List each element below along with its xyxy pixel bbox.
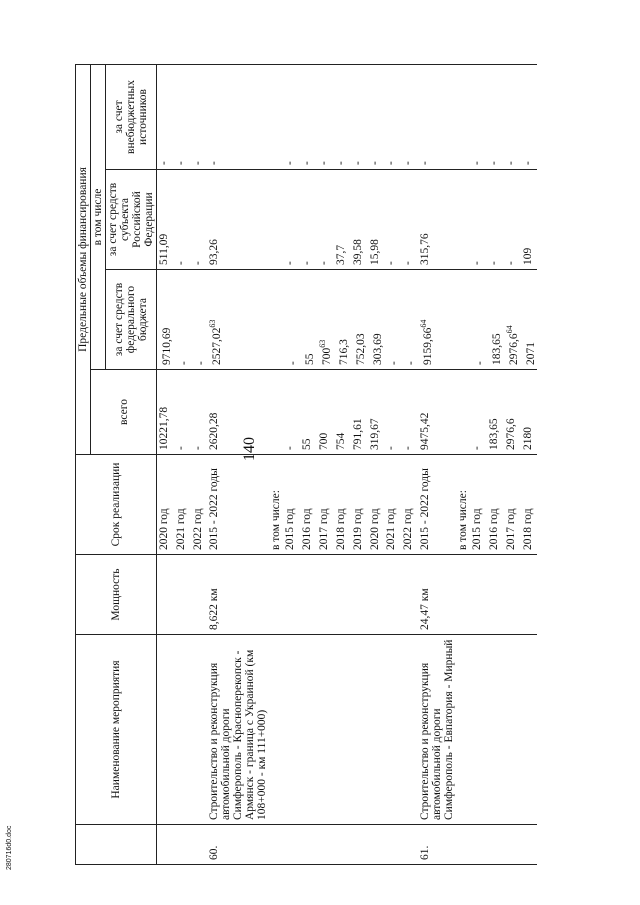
- row-number: [487, 825, 504, 865]
- row-number: [191, 825, 208, 865]
- row-subject: -: [283, 170, 300, 270]
- row-federal: -: [174, 270, 191, 370]
- row-period: 2017 год: [504, 455, 521, 555]
- row-number: [521, 825, 538, 865]
- row-total: -: [283, 370, 300, 455]
- row-period: 2020 год: [157, 455, 174, 555]
- row-capacity: [317, 555, 334, 635]
- row-extra: -: [351, 65, 368, 170]
- table-row: [456, 65, 470, 865]
- row-period: в том числе:: [456, 455, 470, 555]
- row-total: 2976,6: [504, 370, 521, 455]
- row-number: [401, 825, 418, 865]
- table-row: [157, 65, 174, 865]
- row-period: 2022 год: [401, 455, 418, 555]
- row-subject: -: [401, 170, 418, 270]
- row-period: 2018 год: [334, 455, 351, 555]
- row-federal: [269, 270, 283, 370]
- row-capacity: [521, 555, 538, 635]
- row-extra: -: [283, 65, 300, 170]
- table-row: [487, 65, 504, 865]
- row-capacity: [300, 555, 317, 635]
- footnote-ref: 64: [419, 319, 429, 328]
- row-number: [300, 825, 317, 865]
- header-capacity: Мощность: [76, 555, 157, 635]
- header-name: Наименование мероприятия: [76, 635, 157, 825]
- row-extra: [456, 65, 470, 170]
- row-capacity: [470, 555, 487, 635]
- row-period: 2019 год: [351, 455, 368, 555]
- row-name: [157, 635, 174, 825]
- row-period: 2017 год: [317, 455, 334, 555]
- row-extra: -: [191, 65, 208, 170]
- row-federal: -: [401, 270, 418, 370]
- row-subject: [269, 170, 283, 270]
- row-subject: 109: [521, 170, 538, 270]
- row-capacity: [384, 555, 401, 635]
- row-period: 2015 - 2022 годы: [207, 455, 269, 555]
- row-capacity: [456, 555, 470, 635]
- row-name: [521, 635, 538, 825]
- row-number: [351, 825, 368, 865]
- row-period: в том числе:: [269, 455, 283, 555]
- table-row: [418, 65, 456, 865]
- row-capacity: [174, 555, 191, 635]
- row-number: [384, 825, 401, 865]
- header-including: в том числе: [91, 65, 106, 370]
- row-subject: -: [487, 170, 504, 270]
- row-name: [351, 635, 368, 825]
- row-name: Строительство и реконструкция автомобильной дороги Симферополь - Евпатория - Мирный: [418, 635, 456, 825]
- table-body: [157, 65, 538, 865]
- row-period: 2018 год: [521, 455, 538, 555]
- row-extra: -: [384, 65, 401, 170]
- row-federal: [456, 270, 470, 370]
- row-name: [487, 635, 504, 825]
- row-period: 2016 год: [487, 455, 504, 555]
- row-federal: 303,69: [368, 270, 385, 370]
- row-total: 183,65: [487, 370, 504, 455]
- row-federal: -: [384, 270, 401, 370]
- header-federal: за счет средств федерального бюджета: [106, 270, 157, 370]
- row-period: 2022 год: [191, 455, 208, 555]
- table-row: [368, 65, 385, 865]
- row-capacity: [368, 555, 385, 635]
- row-period: 2021 год: [384, 455, 401, 555]
- row-extra: -: [300, 65, 317, 170]
- row-name: Строительство и реконструкция автомобильной дороги Симферополь - Красноперекопск - Армянск - граница с Украиной (км 108+000 - км 111+000): [207, 635, 269, 825]
- table-row: [207, 65, 269, 865]
- row-subject: -: [504, 170, 521, 270]
- row-capacity: [191, 555, 208, 635]
- row-total: 319,67: [368, 370, 385, 455]
- row-number: 61.: [418, 825, 456, 865]
- table-row: [521, 65, 538, 865]
- row-federal: 9159,66$^{64}$: [418, 270, 456, 370]
- table-row: [351, 65, 368, 865]
- row-extra: [269, 65, 283, 170]
- row-federal: 752,03: [351, 270, 368, 370]
- row-federal: 2071: [521, 270, 538, 370]
- row-period: 2016 год: [300, 455, 317, 555]
- row-capacity: [487, 555, 504, 635]
- table-row: [191, 65, 208, 865]
- row-total: 55: [300, 370, 317, 455]
- header-limits: Предельные объемы финансирования: [76, 65, 91, 455]
- row-extra: -: [487, 65, 504, 170]
- row-name: [384, 635, 401, 825]
- row-subject: -: [300, 170, 317, 270]
- row-name: [317, 635, 334, 825]
- table-row: [401, 65, 418, 865]
- page-number: 140: [241, 437, 258, 461]
- row-total: [269, 370, 283, 455]
- row-extra: -: [368, 65, 385, 170]
- row-total: 791,61: [351, 370, 368, 455]
- row-total: -: [174, 370, 191, 455]
- row-capacity: 24,47 км: [418, 555, 456, 635]
- row-federal: 183,65: [487, 270, 504, 370]
- row-name: [300, 635, 317, 825]
- row-subject: -: [470, 170, 487, 270]
- table-row: [283, 65, 300, 865]
- row-name: [470, 635, 487, 825]
- row-federal: 2527,02$^{63}$: [207, 270, 269, 370]
- footnote-ref: 64: [504, 325, 514, 334]
- table-row: [174, 65, 191, 865]
- row-capacity: [157, 555, 174, 635]
- row-number: [368, 825, 385, 865]
- footnote-ref: 63: [208, 319, 218, 328]
- row-subject: 15,98: [368, 170, 385, 270]
- row-period: 2020 год: [368, 455, 385, 555]
- row-subject: 315,76: [418, 170, 456, 270]
- row-subject: -: [317, 170, 334, 270]
- row-federal: -: [470, 270, 487, 370]
- footnote-ref: 63: [318, 339, 328, 348]
- row-period: 2015 год: [470, 455, 487, 555]
- row-extra: -: [418, 65, 456, 170]
- row-number: [283, 825, 300, 865]
- row-number: [174, 825, 191, 865]
- row-subject: -: [191, 170, 208, 270]
- table-row: [317, 65, 334, 865]
- row-subject: 93,26: [207, 170, 269, 270]
- row-federal: -: [191, 270, 208, 370]
- header-no: [76, 825, 157, 865]
- row-subject: 37,7: [334, 170, 351, 270]
- row-extra: -: [504, 65, 521, 170]
- row-number: [157, 825, 174, 865]
- row-number: [317, 825, 334, 865]
- header-total: всего: [91, 370, 157, 455]
- row-federal: 55: [300, 270, 317, 370]
- row-name: [401, 635, 418, 825]
- row-name: [504, 635, 521, 825]
- row-name: [269, 635, 283, 825]
- row-name: [174, 635, 191, 825]
- row-total: 10221,78: [157, 370, 174, 455]
- row-extra: -: [317, 65, 334, 170]
- row-total: 9475,42: [418, 370, 456, 455]
- row-total: -: [191, 370, 208, 455]
- row-total: [456, 370, 470, 455]
- row-extra: -: [174, 65, 191, 170]
- row-federal: 9710,69: [157, 270, 174, 370]
- row-extra: -: [470, 65, 487, 170]
- row-capacity: [351, 555, 368, 635]
- row-total: -: [401, 370, 418, 455]
- table-row: [470, 65, 487, 865]
- row-period: 2015 год: [283, 455, 300, 555]
- row-number: [504, 825, 521, 865]
- row-federal: 2976,6$^{64}$: [504, 270, 521, 370]
- footer-filename: 280716d0.doc: [6, 825, 13, 870]
- row-subject: [456, 170, 470, 270]
- row-capacity: [283, 555, 300, 635]
- row-subject: -: [384, 170, 401, 270]
- row-total: 2620,28: [207, 370, 269, 455]
- row-extra: -: [334, 65, 351, 170]
- table-row: [334, 65, 351, 865]
- header-subject: за счет средств субъекта Российской Федерации: [106, 170, 157, 270]
- row-number: [456, 825, 470, 865]
- table-row: [504, 65, 521, 865]
- row-name: [191, 635, 208, 825]
- row-extra: -: [157, 65, 174, 170]
- row-number: [470, 825, 487, 865]
- row-subject: 511,09: [157, 170, 174, 270]
- row-capacity: [504, 555, 521, 635]
- row-capacity: [334, 555, 351, 635]
- header-period: Срок реализации: [76, 455, 157, 555]
- table-row: [384, 65, 401, 865]
- row-total: 754: [334, 370, 351, 455]
- row-total: -: [384, 370, 401, 455]
- rotated-page: [75, 65, 640, 865]
- row-federal: 716,3: [334, 270, 351, 370]
- row-number: [269, 825, 283, 865]
- table-row: [300, 65, 317, 865]
- row-period: 2015 - 2022 годы: [418, 455, 456, 555]
- row-period: 2021 год: [174, 455, 191, 555]
- financing-table: [75, 64, 537, 865]
- row-extra: -: [521, 65, 538, 170]
- row-name: [283, 635, 300, 825]
- row-federal: -: [283, 270, 300, 370]
- table-row: [269, 65, 283, 865]
- row-capacity: 8,622 км: [207, 555, 269, 635]
- row-name: [456, 635, 470, 825]
- row-number: [334, 825, 351, 865]
- row-total: 2180: [521, 370, 538, 455]
- row-total: -: [470, 370, 487, 455]
- row-capacity: [401, 555, 418, 635]
- row-extra: -: [401, 65, 418, 170]
- row-subject: -: [174, 170, 191, 270]
- row-extra: -: [207, 65, 269, 170]
- row-name: [368, 635, 385, 825]
- row-number: 60.: [207, 825, 269, 865]
- row-federal: $700^{63}$: [317, 270, 334, 370]
- header-extra: за счет внебюджетных источников: [106, 65, 157, 170]
- row-capacity: [269, 555, 283, 635]
- row-subject: 39,58: [351, 170, 368, 270]
- row-name: [334, 635, 351, 825]
- row-total: 700: [317, 370, 334, 455]
